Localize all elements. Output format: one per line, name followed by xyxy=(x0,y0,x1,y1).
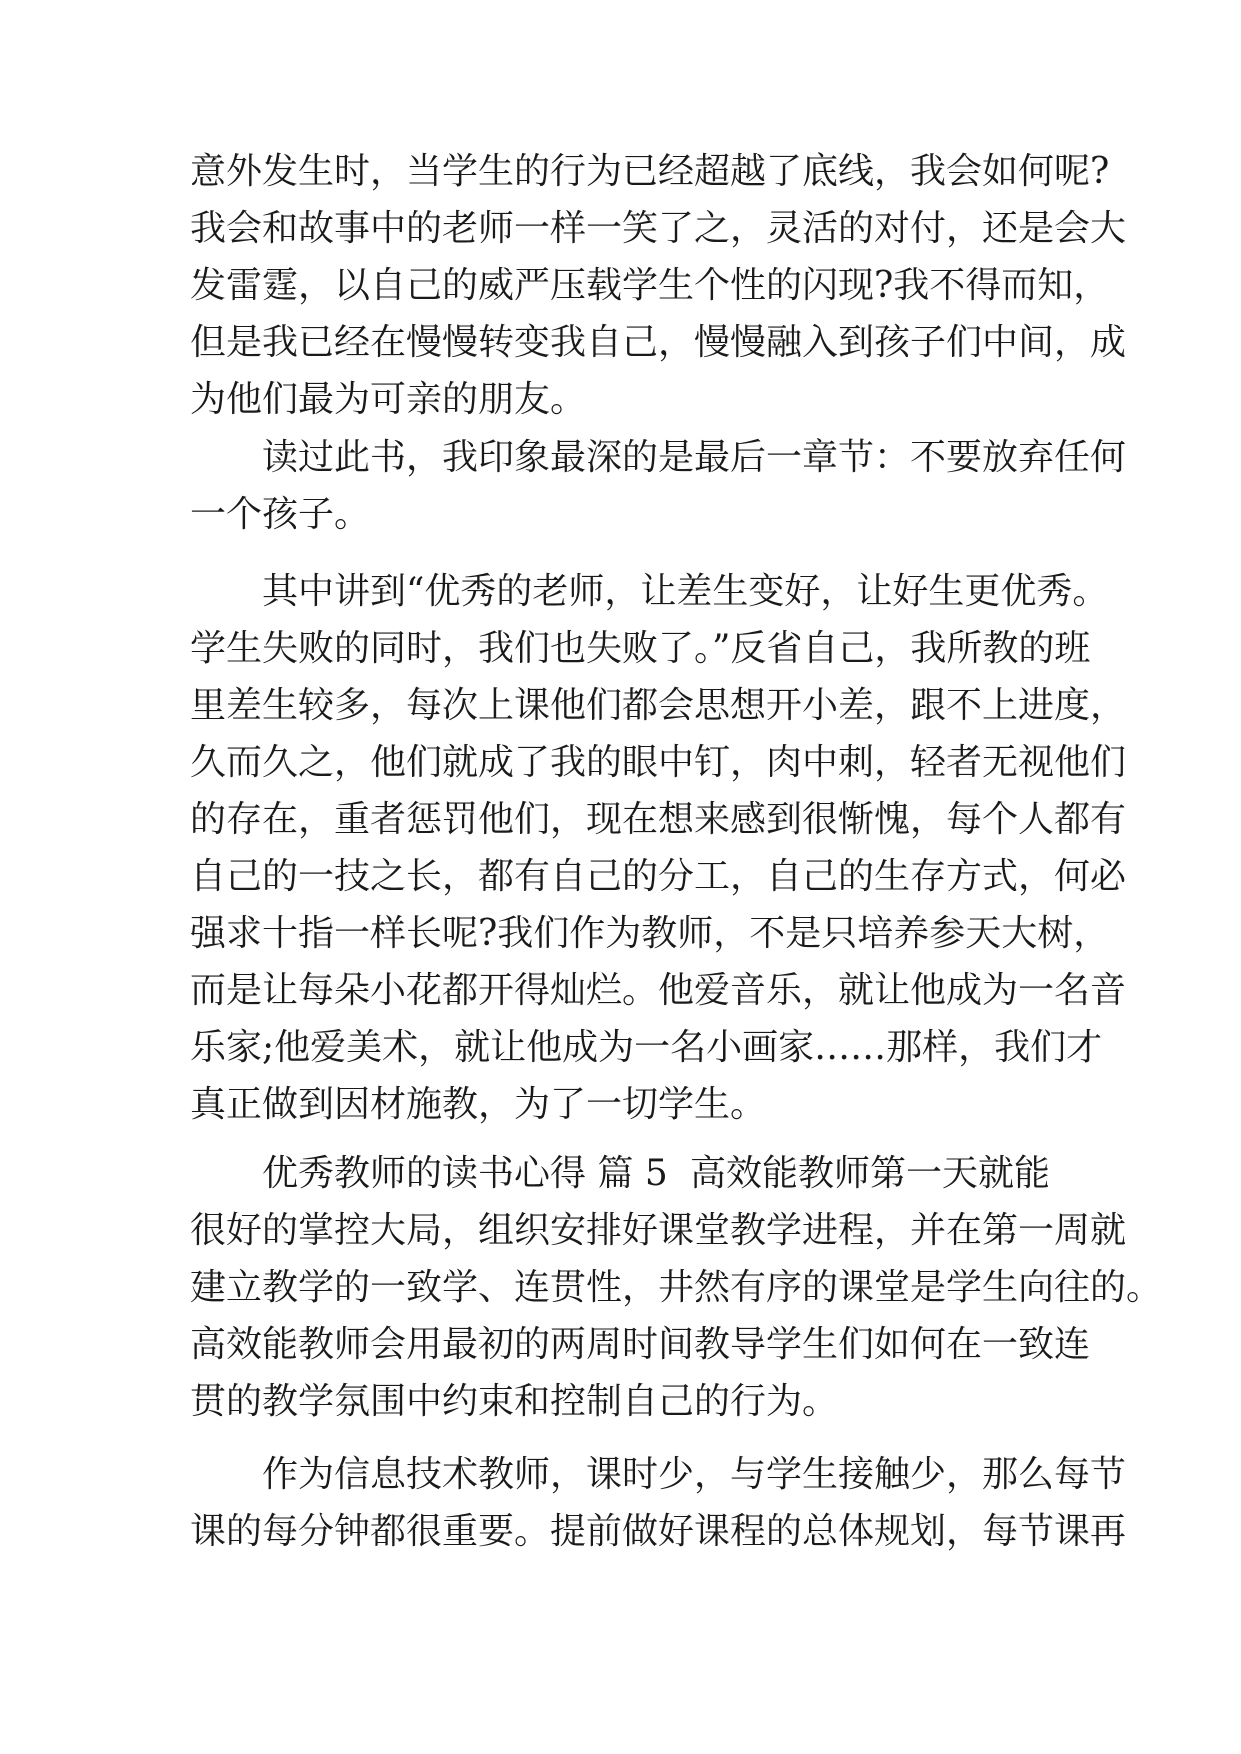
paragraph-start-line: 作为信息技术教师，课时少，与学生接触少，那么每节 xyxy=(262,1454,1127,1495)
text-line: 贯的教学氛围中约束和控制自己的行为。 xyxy=(190,1381,839,1422)
text-line: 而是让每朵小花都开得灿烂。他爱音乐，就让他成为一名音 xyxy=(190,970,1127,1011)
text-line: 自己的一技之长，都有自己的分工，自己的生存方式，何必 xyxy=(190,856,1127,897)
text-line: 一个孩子。 xyxy=(190,494,371,535)
text-line: 乐家;他爱美术，就让他成为一名小画家……那样，我们才 xyxy=(190,1027,1103,1068)
text-line: 学生失败的同时，我们也失败了。”反省自己，我所教的班 xyxy=(190,628,1091,669)
text-line: 课的每分钟都很重要。提前做好课程的总体规划，每节课再 xyxy=(190,1511,1127,1552)
text-line: 建立教学的一致学、连贯性，井然有序的课堂是学生向往的。 xyxy=(190,1267,1163,1308)
paragraph-start-line: 其中讲到“优秀的老师，让差生变好，让好生更优秀。 xyxy=(262,571,1109,612)
section-heading: 优秀教师的读书心得 篇 5 xyxy=(262,1153,668,1194)
text-line: 里差生较多，每次上课他们都会思想开小差，跟不上进度， xyxy=(190,685,1127,726)
text-line: 高效能教师会用最初的两周时间教导学生们如何在一致连 xyxy=(190,1324,1091,1365)
text-line: 久而久之，他们就成了我的眼中钉，肉中刺，轻者无视他们 xyxy=(190,742,1127,783)
text-line: 很好的掌控大局，组织安排好课堂教学进程，并在第一周就 xyxy=(190,1210,1127,1251)
text-line: 强求十指一样长呢?我们作为教师，不是只培养参天大树， xyxy=(190,913,1110,954)
text-line: 高效能教师第一天就能 xyxy=(690,1153,1051,1194)
text-line: 为他们最为可亲的朋友。 xyxy=(190,379,587,420)
text-line: 发雷霆，以自己的威严压载学生个性的闪现?我不得而知， xyxy=(190,265,1110,306)
paragraph-start-line: 读过此书，我印象最深的是最后一章节：不要放弃任何 xyxy=(262,437,1127,478)
text-line: 意外发生时，当学生的行为已经超越了底线，我会如何呢? xyxy=(190,151,1110,192)
text-line: 我会和故事中的老师一样一笑了之，灵活的对付，还是会大 xyxy=(190,208,1127,249)
text-line: 但是我已经在慢慢转变我自己，慢慢融入到孩子们中间，成 xyxy=(190,322,1127,363)
text-line: 的存在，重者惩罚他们，现在想来感到很惭愧，每个人都有 xyxy=(190,799,1127,840)
text-line: 真正做到因材施教，为了一切学生。 xyxy=(190,1084,767,1125)
